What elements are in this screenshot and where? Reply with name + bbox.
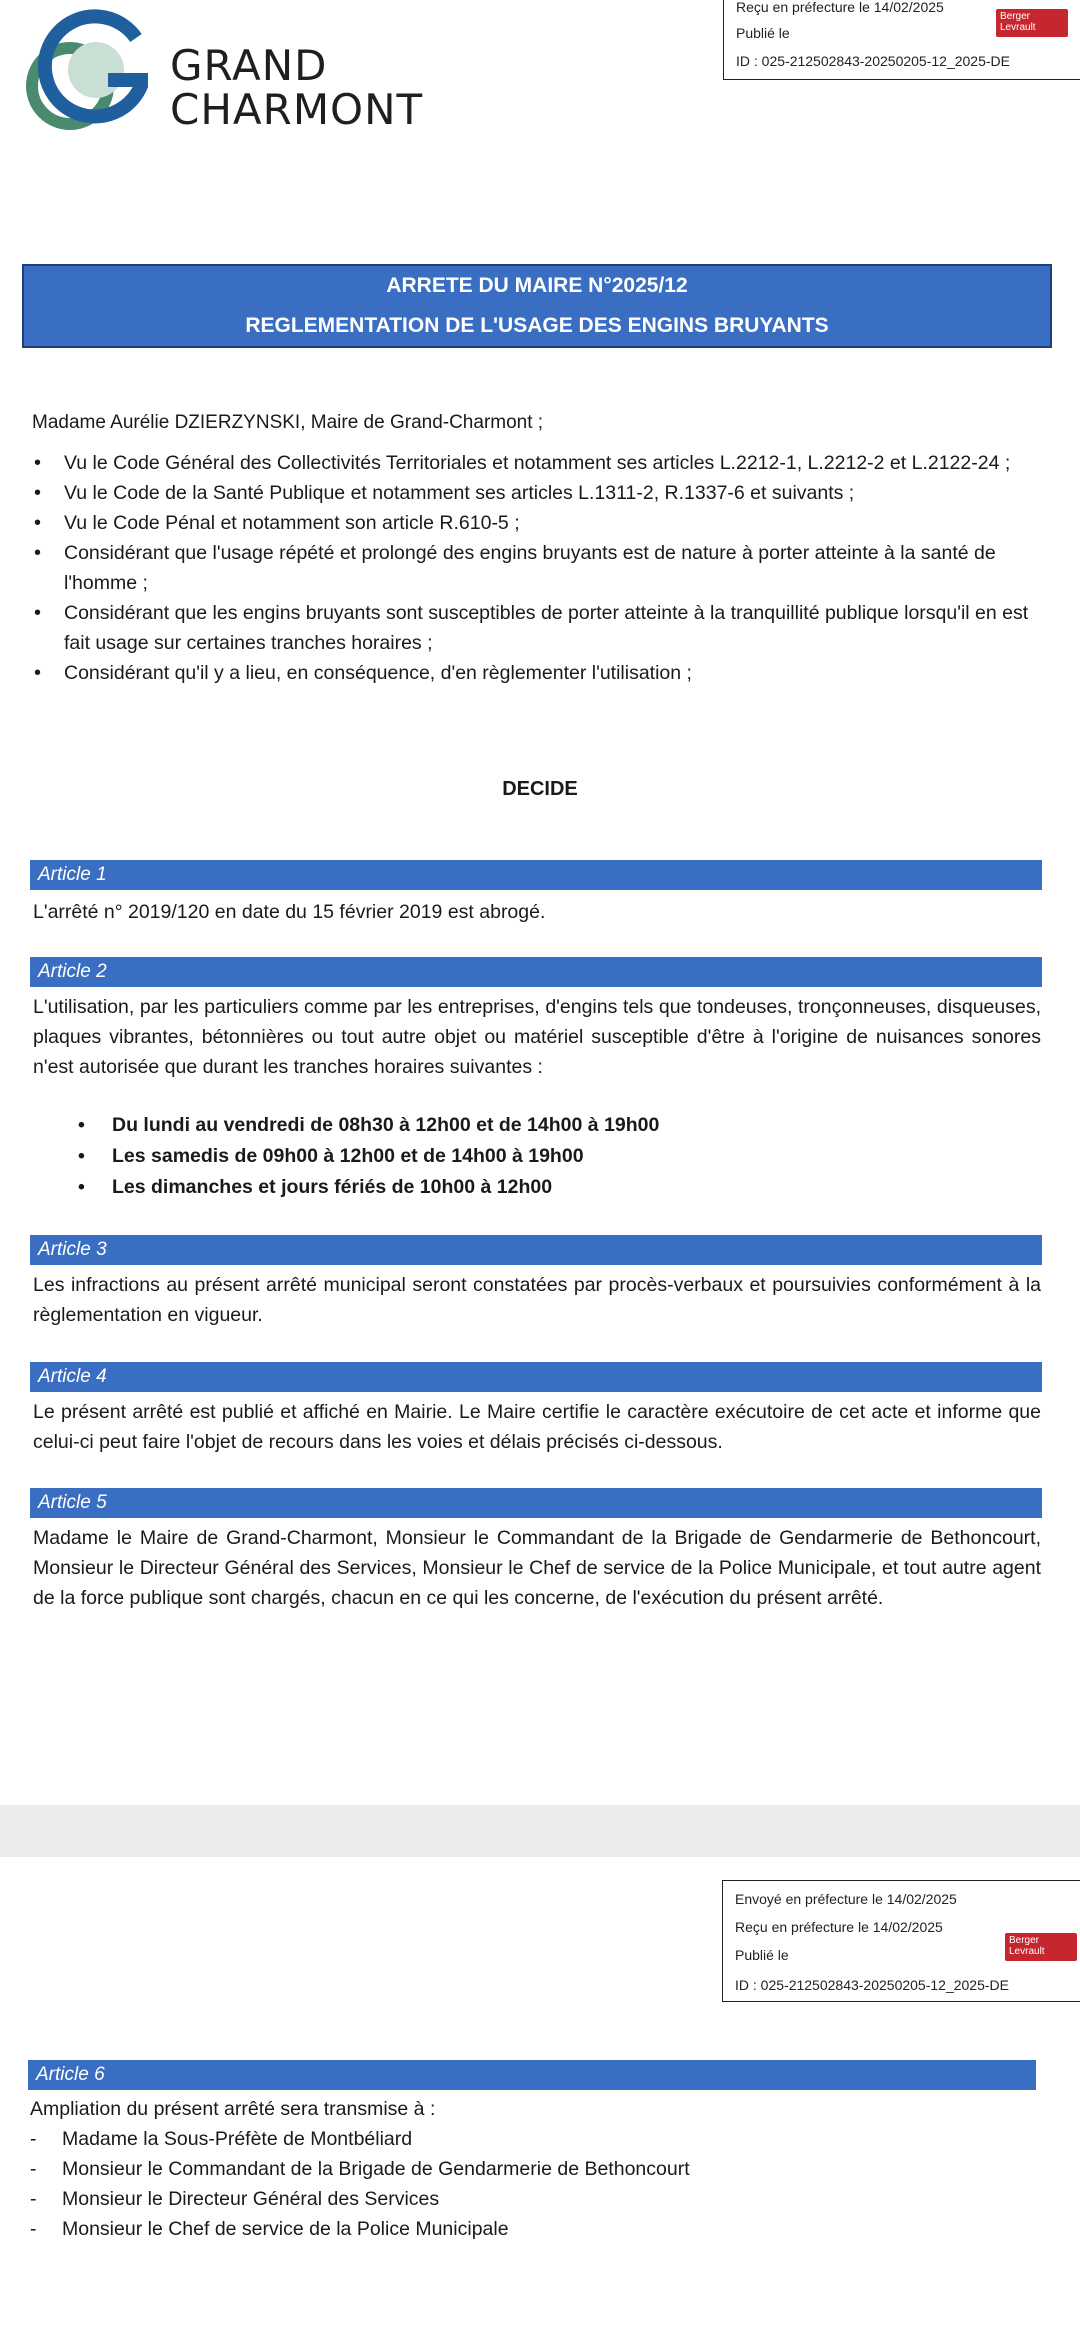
recipient-item: - Monsieur le Directeur Général des Services xyxy=(28,2184,690,2214)
consideration-item: • Considérant que les engins bruyants sont susceptibles de porter atteinte à la tranquillité publique lorsqu'il en est fait usage sur certaines tranches horaires ; xyxy=(32,598,1042,658)
stamp-published: Publié le xyxy=(735,1947,789,1963)
stamp-sent: Envoyé en préfecture le 14/02/2025 xyxy=(735,1891,957,1907)
article-3-text: Les infractions au présent arrêté municipal seront constatées par procès-verbaux et poursuivies conformément à la règlementation en vigueur. xyxy=(33,1274,1041,1326)
berger-levrault-badge: Berger Levrault xyxy=(996,9,1068,37)
decree-subject: REGLEMENTATION DE L'USAGE DES ENGINS BRUYANTS xyxy=(245,314,829,337)
decree-title-box xyxy=(22,264,1052,348)
recipient-item: - Monsieur le Chef de service de la Police Municipale xyxy=(28,2214,690,2244)
article-2-text: L'utilisation, par les particuliers comme par les entreprises, d'engins tels que tondeuses, tronçonneuses, disqueuses, plaques vibrantes, bétonnières ou tout autre objet ou matériel susceptible d'être à l'origine de nuisances sonores n'est autorisée que durant les tranches horaires suivantes : xyxy=(33,996,1041,1078)
consideration-item: • Vu le Code de la Santé Publique et notamment ses articles L.1311-2, R.1337-6 et suivants ; xyxy=(32,478,1042,508)
hours-item: • Les dimanches et jours fériés de 10h00 à 12h00 xyxy=(78,1172,659,1203)
article-4-header: Article 4 xyxy=(30,1362,1042,1392)
article-5-text: Madame le Maire de Grand-Charmont, Monsieur le Commandant de la Brigade de Gendarmerie de Bethoncourt, Monsieur le Directeur Général des Services, Monsieur le Chef de service de la Police Municipale, et tout autre agent de la force publique sont chargés, chacun en ce qui les concerne, de l'exécution du présent arrêté. xyxy=(33,1527,1041,1609)
prefecture-stamp-bottom xyxy=(722,1880,1080,2002)
article-1-header: Article 1 xyxy=(30,860,1042,890)
stamp-id: ID : 025-212502843-20250205-12_2025-DE xyxy=(736,53,1010,69)
article-6-header: Article 6 xyxy=(28,2060,1036,2090)
hours-item: • Les samedis de 09h00 à 12h00 et de 14h00 à 19h00 xyxy=(78,1141,659,1172)
article-2-header: Article 2 xyxy=(30,957,1042,987)
recipient-item: - Madame la Sous-Préfète de Montbéliard xyxy=(28,2124,690,2154)
article-5-header: Article 5 xyxy=(30,1488,1042,1518)
article-6-text: Ampliation du présent arrêté sera transmise à : xyxy=(30,2098,436,2120)
hours-item: • Du lundi au vendredi de 08h30 à 12h00 et de 14h00 à 19h00 xyxy=(78,1110,659,1141)
stamp-received: Reçu en préfecture le 14/02/2025 xyxy=(736,0,944,15)
prefecture-stamp-top xyxy=(723,0,1080,80)
recipients-list xyxy=(28,2124,690,2244)
recipient-item: - Monsieur le Commandant de la Brigade de Gendarmerie de Bethoncourt xyxy=(28,2154,690,2184)
consideration-item: • Considérant que l'usage répété et prolongé des engins bruyants est de nature à porter atteinte à la santé de l'homme ; xyxy=(32,538,1042,598)
considerations-list xyxy=(32,448,1042,688)
brand-line-2: CHARMONT xyxy=(170,85,424,134)
stamp-received: Reçu en préfecture le 14/02/2025 xyxy=(735,1919,943,1935)
article-4-text: Le présent arrêté est publié et affiché en Mairie. Le Maire certifie le caractère exécutoire de cet acte et informe que celui-ci peut faire l'objet de recours dans les voies et délais précisés ci-dessous. xyxy=(33,1401,1041,1453)
grand-charmont-logo-icon xyxy=(18,8,148,133)
berger-levrault-badge: Berger Levrault xyxy=(1005,1933,1077,1961)
decree-number: ARRETE DU MAIRE N°2025/12 xyxy=(386,274,688,297)
article-1-text: L'arrêté n° 2019/120 en date du 15 février 2019 est abrogé. xyxy=(33,901,546,923)
stamp-published: Publié le xyxy=(736,25,790,41)
article-3-header: Article 3 xyxy=(30,1235,1042,1265)
stamp-id: ID : 025-212502843-20250205-12_2025-DE xyxy=(735,1977,1009,1993)
allowed-hours-list xyxy=(78,1110,659,1203)
brand-name xyxy=(170,41,424,134)
brand-line-1: GRAND xyxy=(170,41,328,90)
mayor-intro: Madame Aurélie DZIERZYNSKI, Maire de Grand-Charmont ; xyxy=(32,412,544,433)
consideration-item: • Vu le Code Pénal et notamment son article R.610-5 ; xyxy=(32,508,1042,538)
consideration-item: • Vu le Code Général des Collectivités Territoriales et notamment ses articles L.2212-1, L.2212-2 et L.2122-24 ; xyxy=(32,448,1042,478)
page-separator xyxy=(0,1805,1080,1857)
decide-heading: DECIDE xyxy=(502,778,578,800)
consideration-item: • Considérant qu'il y a lieu, en conséquence, d'en règlementer l'utilisation ; xyxy=(32,658,1042,688)
